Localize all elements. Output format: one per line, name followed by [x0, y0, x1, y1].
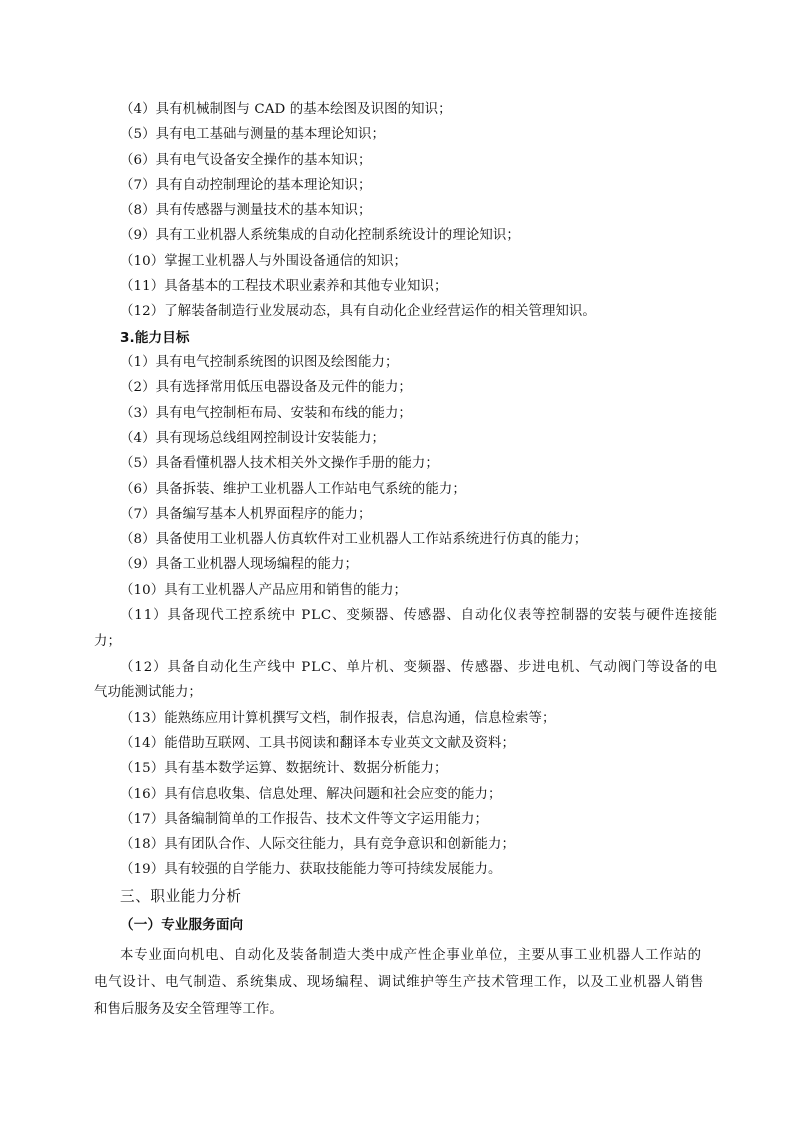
- knowledge-item: （10）掌握工业机器人与外围设备通信的知识；: [120, 254, 408, 269]
- ability-item-11-line1: （11）具备现代工控系统中 PLC、变频器、传感器、自动化仪表等控制器的安装与硬件连接能: [120, 608, 718, 623]
- knowledge-item: （7）具有自动控制理论的基本理论知识；: [120, 178, 372, 193]
- subsection-heading: （一）专业服务面向: [120, 917, 244, 933]
- knowledge-item: （8）具有传感器与测量技术的基本知识；: [120, 203, 372, 218]
- ability-item: （4）具有现场总线组网控制设计安装能力；: [120, 431, 385, 446]
- ability-item-12-line2: 气功能测试能力；: [94, 685, 202, 700]
- ability-item: （15）具有基本数学运算、数据统计、数据分析能力；: [120, 761, 448, 776]
- knowledge-item: （11）具备基本的工程技术职业素养和其他专业知识；: [120, 279, 448, 294]
- ability-item: （16）具有信息收集、信息处理、解决问题和社会应变的能力；: [120, 787, 502, 802]
- ability-item: （9）具备工业机器人现场编程的能力；: [120, 557, 358, 572]
- ability-item-12-line1: （12）具备自动化生产线中 PLC、单片机、变频器、传感器、步进电机、气动阀门等设备的电: [120, 660, 718, 675]
- paragraph-line: 本专业面向机电、自动化及装备制造大类中成产性企事业单位，主要从事工业机器人工作站的: [120, 948, 702, 963]
- ability-item: （8）具备使用工业机器人仿真软件对工业机器人工作站系统进行仿真的能力；: [120, 532, 588, 547]
- ability-item: （1）具有电气控制系统图的识图及绘图能力；: [120, 355, 399, 370]
- ability-item: （2）具有选择常用低压电器设备及元件的能力；: [120, 380, 412, 395]
- knowledge-item: （4）具有机械制图与 CAD 的基本绘图及识图的知识；: [120, 102, 452, 117]
- ability-item: （14）能借助互联网、工具书阅读和翻译本专业英文文献及资料；: [120, 736, 515, 751]
- ability-item: （10）具有工业机器人产品应用和销售的能力；: [120, 583, 408, 598]
- paragraph-line: 电气设计、电气制造、系统集成、现场编程、调试维护等生产技术管理工作，以及工业机器人销售: [94, 975, 705, 990]
- knowledge-item: （12）了解装备制造行业发展动态，具有自动化企业经营运作的相关管理知识。: [120, 304, 596, 319]
- ability-item: （19）具有较强的自学能力、获取技能能力等可持续发展能力。: [120, 862, 502, 877]
- ability-item-11-line2: 力；: [94, 634, 121, 649]
- paragraph-line: 和售后服务及安全管理等工作。: [94, 1002, 283, 1017]
- knowledge-item: （6）具有电气设备安全操作的基本知识；: [120, 153, 372, 168]
- ability-item: （13）能熟练应用计算机撰写文档，制作报表，信息沟通，信息检索等；: [120, 711, 556, 726]
- ability-item: （18）具有团队合作、人际交往能力，具有竞争意识和创新能力；: [120, 837, 515, 852]
- ability-item: （6）具备拆装、维护工业机器人工作站电气系统的能力；: [120, 482, 466, 497]
- section-heading: 三、职业能力分析: [120, 888, 242, 905]
- ability-item: （7）具备编写基本人机界面程序的能力；: [120, 507, 372, 522]
- ability-item: （3）具有电气控制柜布局、安装和布线的能力；: [120, 406, 412, 421]
- knowledge-item: （9）具有工业机器人系统集成的自动化控制系统设计的理论知识；: [120, 228, 520, 243]
- ability-item: （5）具备看懂机器人技术相关外文操作手册的能力；: [120, 456, 439, 471]
- ability-heading: 3.能力目标: [120, 330, 190, 346]
- knowledge-item: （5）具有电工基础与测量的基本理论知识；: [120, 127, 385, 142]
- ability-item: （17）具备编制简单的工作报告、技术文件等文字运用能力；: [120, 812, 488, 827]
